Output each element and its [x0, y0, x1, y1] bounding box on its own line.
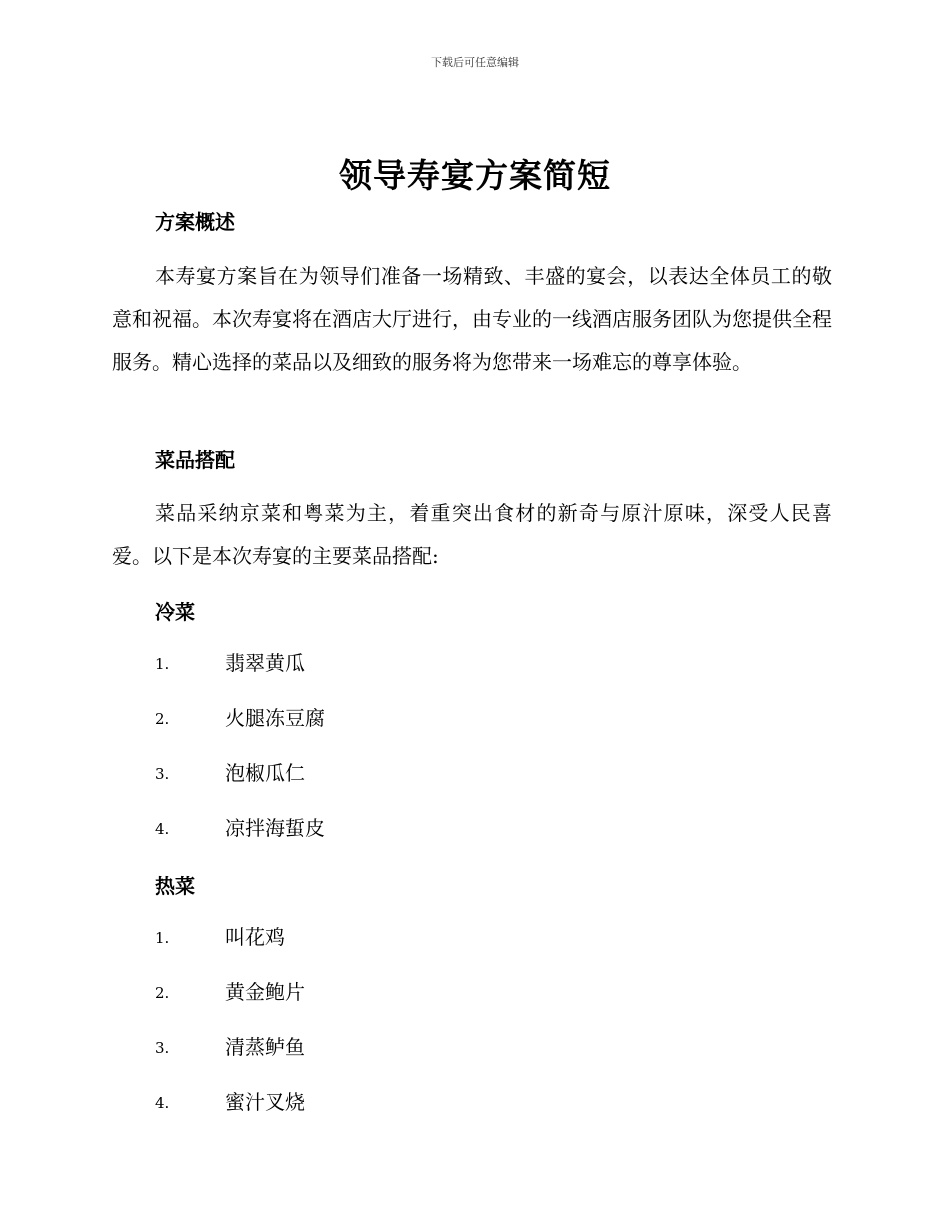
section-heading-menu: 菜品搭配 [155, 448, 235, 472]
dish-name: 凉拌海蜇皮 [225, 816, 325, 840]
list-number: 3. [155, 765, 170, 783]
list-number: 4. [155, 1094, 170, 1112]
section-heading-hot: 热菜 [155, 874, 195, 898]
dish-name: 翡翠黄瓜 [225, 651, 305, 675]
dish-name: 叫花鸡 [225, 925, 285, 949]
list-number: 2. [155, 710, 170, 728]
section-heading-overview: 方案概述 [155, 210, 235, 234]
dish-name: 蜜汁叉烧 [225, 1090, 305, 1114]
list-number: 4. [155, 820, 170, 838]
dish-name: 清蒸鲈鱼 [225, 1035, 305, 1059]
list-number: 2. [155, 984, 170, 1002]
list-number: 1. [155, 655, 170, 673]
overview-paragraph: 本寿宴方案旨在为领导们准备一场精致、丰盛的宴会，以表达全体员工的敬意和祝福。本次寿宴将在酒店大厅进行，由专业的一线酒店服务团队为您提供全程服务。精心选择的菜品以及细致的服务将为您带来一场难忘的尊享体验。 [112, 264, 832, 374]
menu-paragraph: 菜品采纳京菜和粤菜为主，着重突出食材的新奇与原汁原味，深受人民喜爱。以下是本次寿宴的主要菜品搭配: [112, 501, 832, 568]
dish-name: 火腿冻豆腐 [225, 706, 325, 730]
dish-name: 黄金鲍片 [225, 980, 305, 1004]
section-heading-cold: 冷菜 [155, 600, 195, 624]
dish-name: 泡椒瓜仁 [225, 761, 305, 785]
page-title: 领导寿宴方案简短 [339, 156, 611, 195]
list-number: 1. [155, 929, 170, 947]
header-note: 下载后可任意编辑 [431, 56, 519, 69]
list-number: 3. [155, 1039, 170, 1057]
